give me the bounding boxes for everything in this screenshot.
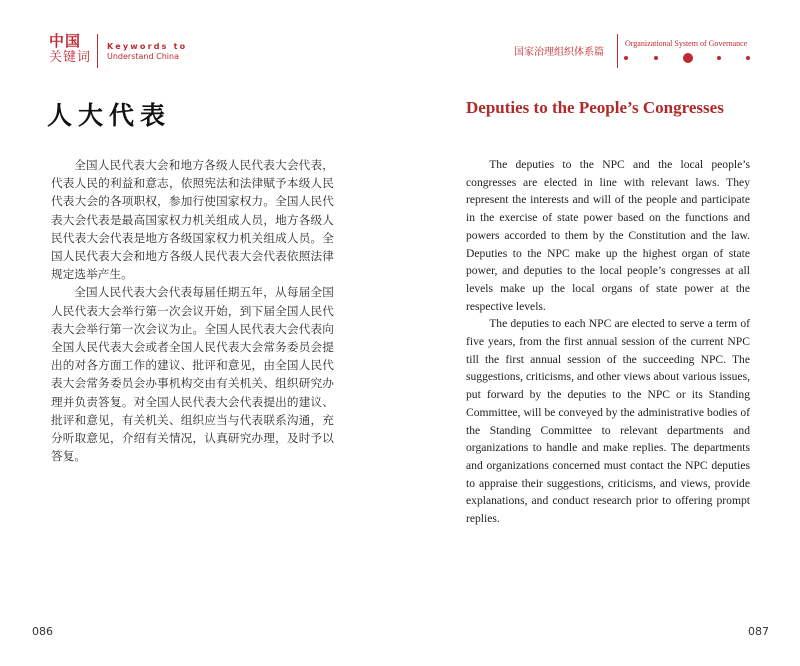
progress-dots: [624, 53, 752, 63]
paragraph: The deputies to the NPC and the local people’s congresses are elected in line with relevant laws. They represent the interests and will of the people and participate in the exercise of state power based on the functions and powers accorded to them by the Constitution and the law. Deputies to the NPC make up the highest organ of state power, and deputies to the local people’s congresses at all levels make up the local organs of state power at the respective levels.: [466, 158, 750, 313]
brand-cn-line2: 关键词: [49, 50, 92, 65]
brand-en-line2: Understand China: [107, 52, 179, 61]
section-divider: [617, 34, 618, 68]
paragraph: The deputies to each NPC are elected to serve a term of five years, from the first annual session of the current NPC till the first annual session of the succeeding NPC. The suggestions, criticisms, and other views about various issues, put forward by the deputies to the NPC or its Standing Committee, will be conveyed by the administrative bodies of the Standing Committee to relevant departments and organizations to handle and make replies. The departments and organizations concerned must contact the NPC deputies to appraise their suggestions, criticisms, and views, provide explanations, and conduct research prior to offering prompt replies.: [466, 317, 750, 526]
page-number-left: 086: [32, 625, 53, 638]
brand-cn-line1: 中国: [49, 32, 82, 50]
body-text-cn: [51, 156, 334, 465]
paragraph: 全国人民代表大会代表每届任期五年，从每届全国人民代表大会举行第一次会议开始，到下届全国人民代表大会举行第一次会议为止。全国人民代表大会代表向全国人民代表大会或者全国人民代表大会常务委员会提出的对各方面工作的建议、批评和意见，由全国人民代表大会常务委员会办事机构交由有关机关、组织研究办理并负责答复。对全国人民代表大会代表提出的建议、批评和意见，有关机关、组织应当与代表联系沟通，充分听取意见，介绍有关情况，认真研究办理，及时予以答复。: [51, 285, 334, 464]
progress-dot: [624, 56, 628, 60]
section-title-cn: 国家治理组织体系篇: [514, 47, 604, 58]
paragraph: 全国人民代表大会和地方各级人民代表大会代表，代表人民的利益和意志，依照宪法和法律赋予本级人民代表大会的各项职权，参加行使国家权力。全国人民代表大会代表是最高国家权力机关组成人员，地方各级人民代表大会代表是地方各级国家权力机关组成人员。全国人民代表大会和地方各级人民代表大会代表依照法律规定选举产生。: [51, 158, 334, 282]
progress-dot-current: [683, 53, 693, 63]
progress-dot: [717, 56, 721, 60]
page-title-cn: 人大代表: [47, 101, 172, 130]
progress-dot: [654, 56, 658, 60]
brand-en: [107, 42, 187, 62]
section-title-en: Organizational System of Governance: [625, 39, 748, 48]
body-text-en: [466, 156, 750, 528]
brand-divider: [97, 34, 98, 68]
page-number-right: 087: [748, 625, 769, 638]
brand-en-line1: Keywords to: [107, 42, 188, 51]
page-title-en: Deputies to the People’s Congresses: [466, 98, 724, 117]
progress-dot: [746, 56, 750, 60]
brand-logo: [49, 33, 91, 66]
